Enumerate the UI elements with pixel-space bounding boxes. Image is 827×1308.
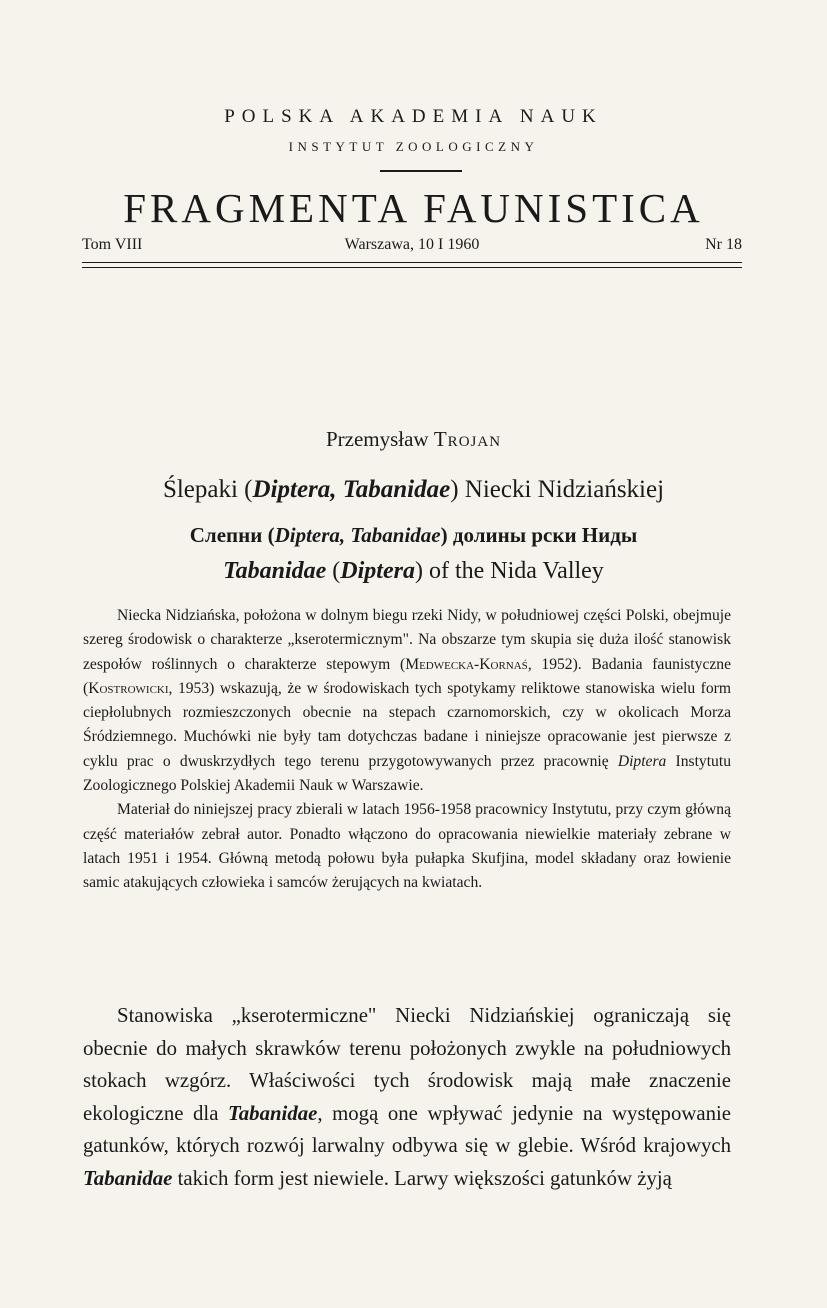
body-text	[83, 1000, 731, 1196]
journal-title: FRAGMENTA FAUNISTICA	[123, 185, 704, 231]
place-date: Warszawa, 10 I 1960	[344, 236, 480, 253]
short-rule	[380, 170, 462, 172]
issue-number: Nr 18	[705, 236, 742, 253]
abstract-paragraph-1: Niecka Nidziańska, położona w dolnym biegu rzeki Nidy, w południowej części Polski, obejmuje szereg środowisk o charakterze „kserotermicznym". Na obszarze tym skupia się duża ilość stanowisk zespołów roślinnych o charakterze stepowym (Medwecka-Kornaś, 1952). Badania faunistyczne (Kostrowicki, 1953) wskazują, że w środowiskach tych spotykamy reliktowe stanowiska wielu form ciepłolubnych rozmieszczonych obecnie na stepach czarnomorskich, czy w okolicach Morza Śródziemnego. Muchówki nie były tam dotychczas badane i niniejsze opracowanie jest pierwsze z cyklu prac o dwuskrzydłych tego terenu przygotowywanych przez pracownię Diptera Instytutu Zoologicznego Polskiej Akademii Nauk w Warszawie.	[83, 607, 732, 795]
volume: Tom VIII	[82, 236, 143, 253]
body-paragraph-1: Stanowiska „kserotermiczne" Niecki Nidziańskiej ograniczają się obecnie do małych skrawków terenu położonych zwykle na południowych stokach wzgórz. Właściwości tych środowisk mają małe znaczenie ekologiczne dla Tabanidae, mogą one wpływać jedynie na występowanie gatunków, których rozwój larwalny odbywa się w glebie. Wśród krajowych Tabanidae takich form jest niewiele. Larwy większości gatunków żyją	[83, 1004, 731, 1190]
title-polish: Ślepaki (Diptera, Tabanidae) Niecki Nidziańskiej	[162, 476, 665, 503]
abstract	[83, 604, 731, 896]
title-english: Tabanidae (Diptera) of the Nida Valley	[223, 558, 604, 584]
double-rule	[82, 262, 742, 268]
author	[0, 427, 827, 452]
institute-name: INSTYTUT ZOOLOGICZNY	[288, 139, 539, 154]
academy-name: POLSKA AKADEMIA NAUK	[224, 106, 603, 127]
title-russian: Слепни (Diptera, Tabanidae) долины рски Ниды	[189, 523, 638, 547]
author-first-name: Przemysław	[325, 427, 429, 451]
author-last-name: Trojan	[433, 427, 502, 451]
abstract-paragraph-2: Materiał do niniejszej pracy zbierali w latach 1956-1958 pracownicy Instytutu, przy czym główną część materiałów zebrał autor. Ponadto włączono do opracowania niewielkie materiały zebrane w latach 1951 i 1954. Główną metodą połowu była pułapka Skufjina, model składany oraz łowienie samic atakujących człowieka i samców żerujących na kwiatach.	[83, 801, 731, 892]
